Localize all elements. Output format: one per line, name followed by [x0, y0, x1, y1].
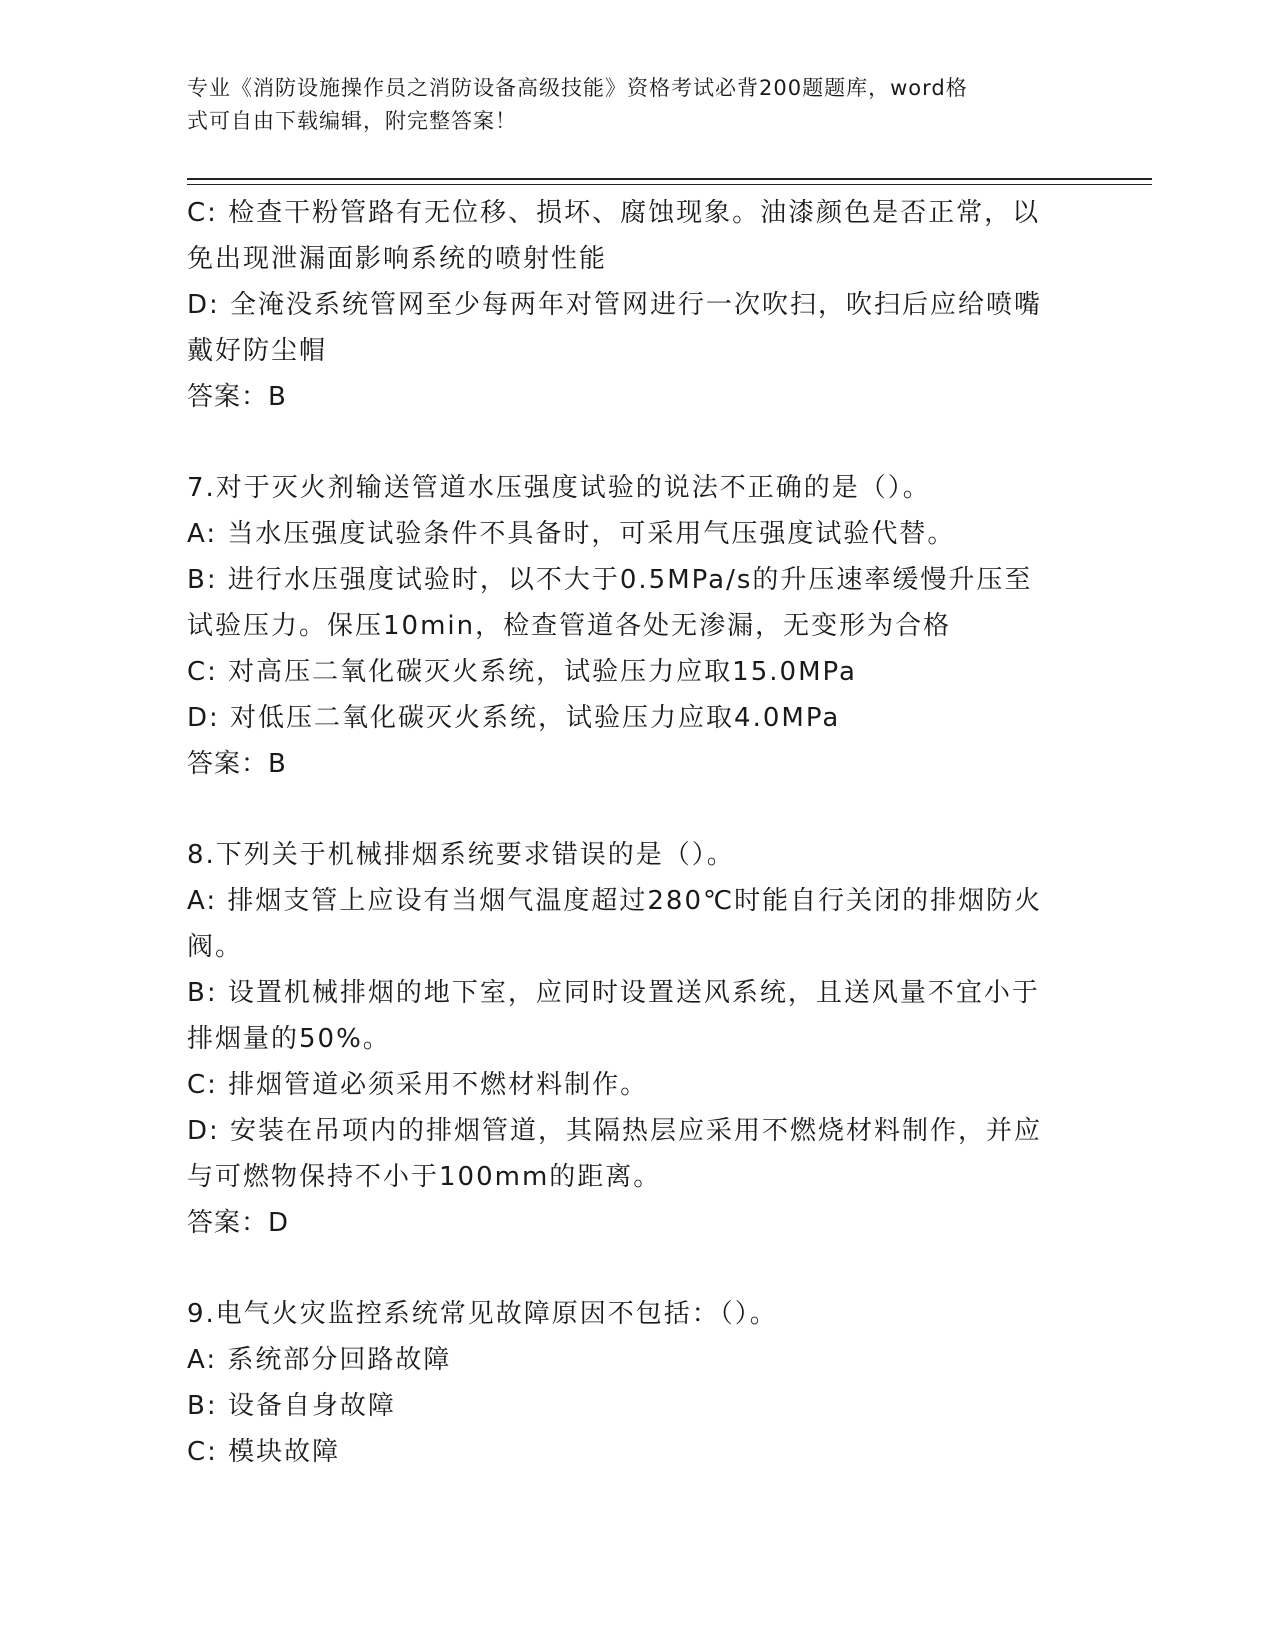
option-a-line-1: A: 排烟支管上应设有当烟气温度超过280℃时能自行关闭的排烟防火: [187, 886, 1043, 916]
question-content: [187, 190, 1087, 1475]
question-text: 9.电气火灾监控系统常见故障原因不包括：（）。: [187, 1299, 778, 1329]
question-7: [187, 465, 1087, 787]
option-b: B: 设备自身故障: [187, 1391, 396, 1421]
answer-line: 答案：D: [187, 1208, 290, 1238]
option-d-line-1: D: 安装在吊项内的排烟管道，其隔热层应采用不燃烧材料制作，并应: [187, 1116, 1043, 1146]
spacer: [187, 1246, 1087, 1291]
question-text: 8.下列关于机械排烟系统要求错误的是（）。: [187, 840, 735, 870]
question-6-tail: [187, 190, 1087, 420]
option-b-line-2: 排烟量的50%。: [187, 1024, 391, 1054]
spacer: [187, 787, 1087, 832]
option-c-line-2: 免出现泄漏面影响系统的喷射性能: [187, 244, 608, 274]
answer-line: 答案：B: [187, 382, 287, 412]
option-a: A: 当水压强度试验条件不具备时，可采用气压强度试验代替。: [187, 519, 956, 549]
header-rule-thick: [187, 178, 1152, 180]
document-header: [187, 72, 1067, 138]
answer-line: 答案：B: [187, 749, 287, 779]
option-c: C: 排烟管道必须采用不燃材料制作。: [187, 1070, 649, 1100]
option-b-line-2: 试验压力。保压10min，检查管道各处无渗漏，无变形为合格: [187, 611, 952, 641]
question-text: 7.对于灭火剂输送管道水压强度试验的说法不正确的是（）。: [187, 473, 931, 503]
option-d: D: 对低压二氧化碳灭火系统，试验压力应取4.0MPa: [187, 703, 841, 733]
header-title-line-1: 专业《消防设施操作员之消防设备高级技能》资格考试必背200题题库，word格: [187, 76, 968, 100]
option-d-line-1: D: 全淹没系统管网至少每两年对管网进行一次吹扫，吹扫后应给喷嘴: [187, 290, 1043, 320]
option-a: A: 系统部分回路故障: [187, 1345, 452, 1375]
option-c: C: 模块故障: [187, 1437, 341, 1467]
option-c: C: 对高压二氧化碳灭火系统，试验压力应取15.0MPa: [187, 657, 857, 687]
option-d-line-2: 与可燃物保持不小于100mm的距离。: [187, 1162, 662, 1192]
option-c-line-1: C: 检查干粉管路有无位移、损坏、腐蚀现象。油漆颜色是否正常，以: [187, 198, 1041, 228]
header-title-line-2: 式可自由下载编辑，附完整答案！: [187, 109, 517, 133]
spacer: [187, 420, 1087, 465]
option-b-line-1: B: 设置机械排烟的地下室，应同时设置送风系统，且送风量不宜小于: [187, 978, 1040, 1008]
question-8: [187, 832, 1087, 1246]
option-b-line-1: B: 进行水压强度试验时，以不大于0.5MPa/s的升压速率缓慢升压至: [187, 565, 1033, 595]
question-9: [187, 1291, 1087, 1475]
option-a-line-2: 阀。: [187, 932, 244, 962]
header-rule-thin: [187, 184, 1152, 185]
option-d-line-2: 戴好防尘帽: [187, 336, 328, 366]
